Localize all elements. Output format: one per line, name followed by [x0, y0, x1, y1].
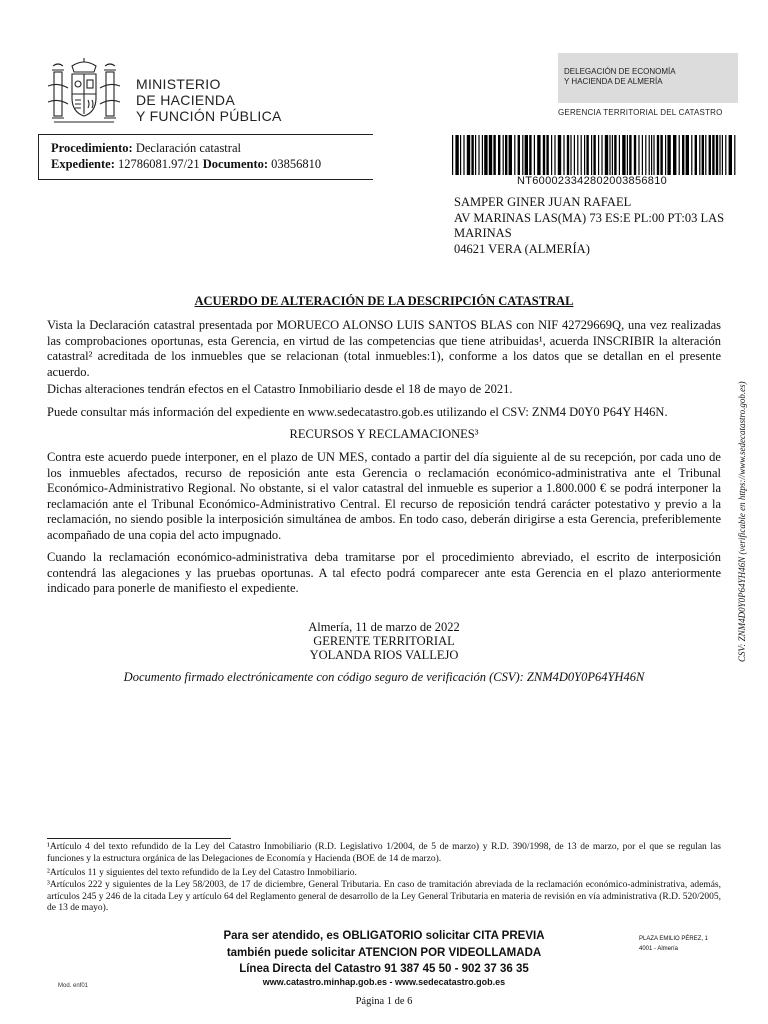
- expediente-value: 12786081.97/21: [118, 157, 200, 171]
- expediente-label: Expediente:: [51, 157, 115, 171]
- barcode-icon: [452, 135, 738, 175]
- document-title: ACUERDO DE ALTERACIÓN DE LA DESCRIPCIÓN CATASTRAL: [194, 294, 574, 308]
- footer-line-1: Para ser atendido, es OBLIGATORIO solicitar CITA PREVIA: [223, 930, 545, 942]
- footer-line-2: también puede solicitar ATENCION POR VIDEOLLAMADA: [226, 946, 542, 959]
- procedimiento-value: Declaración catastral: [135, 141, 241, 155]
- ministry-line-1: MINISTERIO: [136, 76, 221, 92]
- ministry-line-2: DE HACIENDA: [136, 92, 235, 108]
- addressee-line-1: SAMPER GINER JUAN RAFAEL: [454, 195, 632, 209]
- coat-of-arms-icon: [44, 56, 124, 128]
- ministry-line-3: Y FUNCIÓN PÚBLICA: [136, 108, 282, 124]
- procedure-line: [51, 141, 241, 156]
- procedure-box: [38, 134, 373, 180]
- paragraph-declaration: Vista la Declaración catastral presentada por MORUECO ALONSO LUIS SANTOS BLAS con NIF 42729669Q, una vez realizadas las comprobaciones oportunas, esta Gerencia, en virtud de las competencias que tiene atribuidas¹, acuerda INSCRIBIR la alteración catastral² acreditada de los inmuebles que se relacionan (total inmuebles:1), conforme a los datos que se detallan en el presente acuerdo.: [47, 318, 721, 379]
- side-csv-verification: CSV: ZNM4D0Y0P64YH46N (verificable en https://www.sedecatastro.gob.es): [737, 381, 747, 662]
- footnote-divider: [47, 838, 231, 839]
- footnote-1: ¹Artículo 4 del texto refundido de la Ley del Catastro Inmobiliario (R.D. Legislativo 1/2004, de 5 de marzo) y R.D. 390/1998, de 13 de marzo, por el que se regulan las funciones y la estructura orgánica de las Delegaciones de Economía y Hacienda (BOE de 14 de marzo).: [47, 842, 721, 864]
- gerencia-label: GERENCIA TERRITORIAL DEL CATASTRO: [558, 108, 723, 117]
- signer-name: YOLANDA RIOS VALLEJO: [309, 648, 459, 662]
- footer-websites: www.catastro.minhap.gob.es - www.sedecatastro.gob.es: [262, 977, 506, 987]
- documento-value: 03856810: [271, 157, 322, 171]
- documento-label: Documento:: [202, 157, 269, 171]
- footer-address-2: 4001 - Almería: [639, 946, 679, 952]
- signer-role: GERENTE TERRITORIAL: [313, 634, 455, 648]
- expediente-line: [51, 157, 321, 172]
- delegation-box: [558, 53, 738, 103]
- procedimiento-label: Procedimiento:: [51, 141, 133, 155]
- paragraph-recursos: Contra este acuerdo puede interponer, en el plazo de UN MES, contado a partir del día siguiente al de su recepción, por cada uno de los inmuebles afectados, recurso de reposición ante esta Gerencia o reclamación económico-administrativa ante el Tribunal Económico-Administrativo Regional. No obstante, si el valor catastral del inmueble es superior a 1.800.000 € se podrá interponer la reclamación ante el Tribunal Económico-Administrativo Central. El recurso de reposición tendrá carácter potestativo y previo a la reclamación, no siendo posible la interposición simultánea de ambos. En todo caso, deberán dirigirse a esta Gerencia, preferiblemente acompañado de una copia del acto impugnado.: [47, 450, 721, 542]
- addressee-line-3: MARINAS: [454, 226, 512, 240]
- delegation-line-1: DELEGACIÓN DE ECONOMÍA: [564, 67, 676, 76]
- barcode-number: NT60002334280200385681​0: [517, 175, 668, 187]
- model-code: Mod. enf01: [58, 983, 89, 989]
- paragraph-effects: Dichas alteraciones tendrán efectos en el Catastro Inmobiliario desde el 18 de mayo de 2021.: [47, 382, 513, 396]
- footnote-3: ³Artículos 222 y siguientes de la Ley 58/2003, de 17 de diciembre, General Tributaria. En caso de tramitación abreviada de la reclamación económico-administrativa, además, artículos 245 y 246 de la citada Ley y artículo 64 del Reglamento general de desarrollo de la Ley General Tributaria en materia de revisión en vía administrativa (R.D. 520/2005, de 13 de mayo).: [47, 880, 721, 913]
- addressee-line-4: 04621 VERA (ALMERÍA): [454, 241, 590, 256]
- place-date: Almería, 11 de marzo de 2022: [308, 620, 460, 634]
- addressee-line-2: AV MARINAS LAS(MA) 73 ES:E PL:00 PT:03 LAS: [454, 210, 725, 225]
- footer-address-1: PLAZA EMILIO PÉREZ, 1: [639, 936, 709, 942]
- addressee-block: [454, 195, 744, 257]
- ministry-name: [136, 76, 282, 124]
- electronic-signature-note: Documento firmado electrónicamente con código seguro de verificación (CSV): ZNM4D0Y0P64YH46N: [123, 670, 645, 684]
- page-number: Página 1 de 6: [355, 996, 413, 1007]
- delegation-line-2: Y HACIENDA DE ALMERÍA: [564, 77, 663, 86]
- footnote-2: ²Artículos 11 y siguientes del texto refundido de la Ley del Catastro Inmobiliario.: [47, 868, 357, 878]
- paragraph-abreviado: Cuando la reclamación económico-administrativa deba tramitarse por el procedimiento abreviado, el escrito de interposición contendrá las alegaciones y las pruebas oportunas. A tal efecto podrá comparecer ante esta Gerencia en el plazo anteriormente indicado para ponerle de manifiesto el expediente.: [47, 550, 721, 595]
- footer-line-3: Línea Directa del Catastro 91 387 45 50 - 902 37 36 35: [239, 963, 529, 975]
- recursos-heading: RECURSOS Y RECLAMACIONES³: [289, 427, 479, 441]
- paragraph-csv-info: Puede consultar más información del expediente en www.sedecatastro.gob.es utilizando el CSV: ZNM4 D0Y0 P64Y H46N.: [47, 405, 668, 419]
